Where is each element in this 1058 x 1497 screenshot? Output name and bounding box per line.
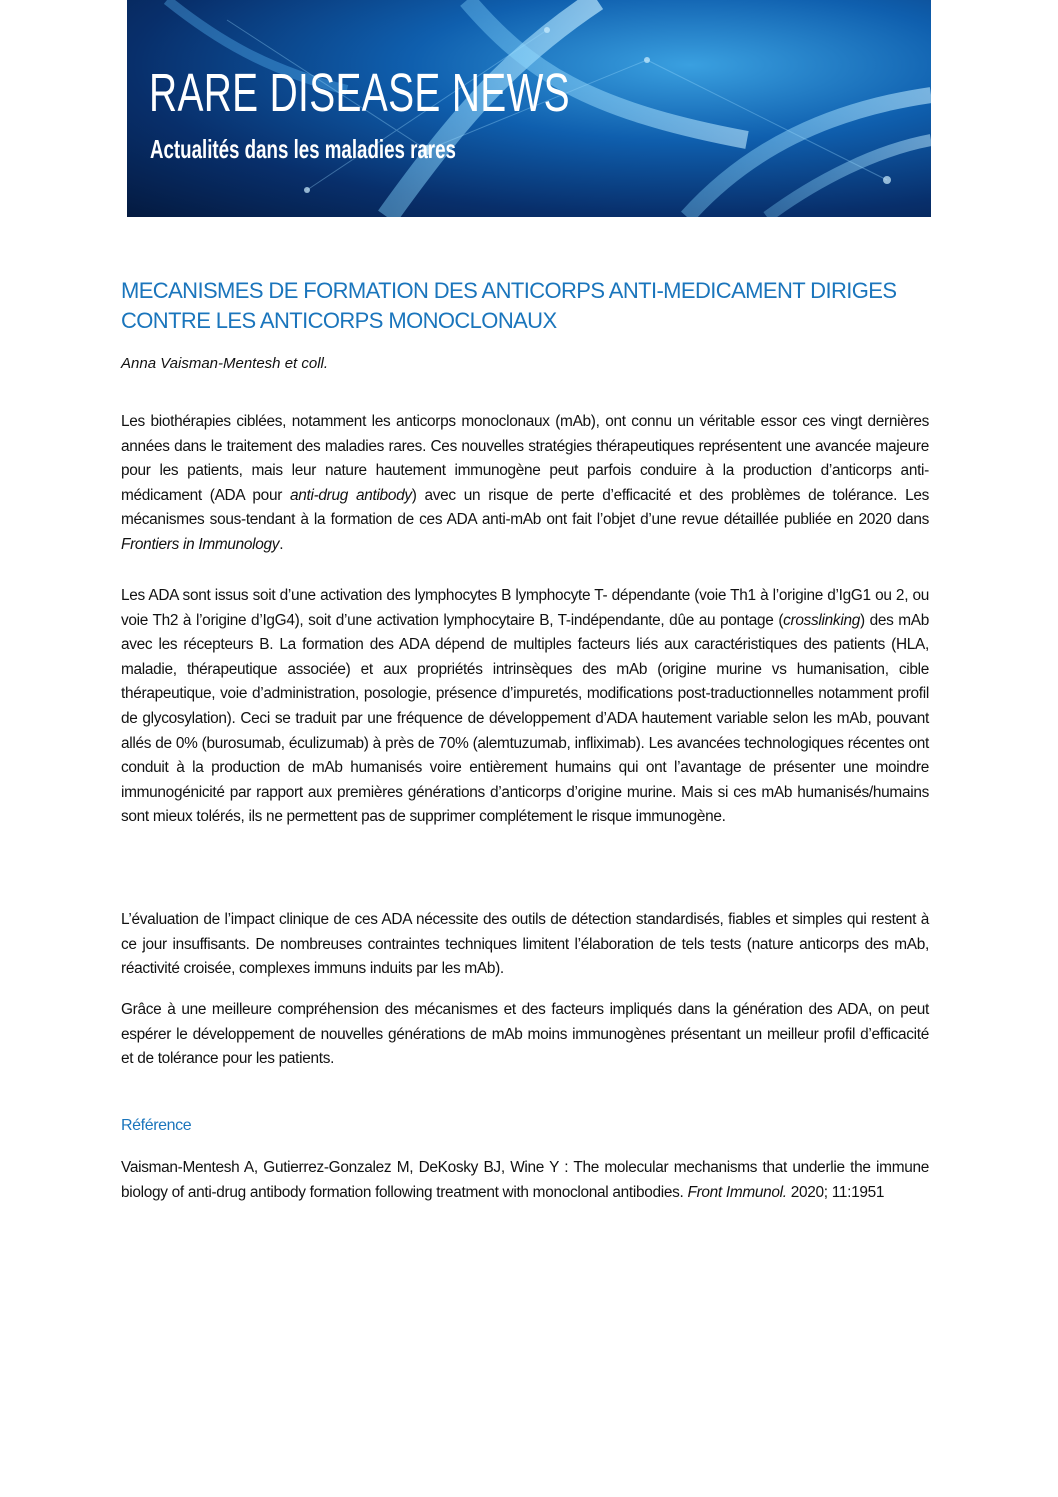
text: 2020; 11:1951 (786, 1183, 885, 1201)
text: . (279, 535, 284, 553)
reference-heading: Référence (121, 1117, 192, 1134)
journal-name: Frontiers in Immunology (121, 535, 280, 553)
article-author: Anna Vaisman-Mentesh et coll. (121, 355, 329, 372)
header-banner (127, 0, 931, 217)
text: ) avec un risque de perte d’efficacité et des problèmes de tolérance. Les mécanismes sous-tendant à la formation de ces ADA anti-mAb ont fait l’objet d’une revue détaillée publiée en 2020 dans (121, 486, 929, 529)
banner-title: RARE DISEASE NEWS (149, 63, 570, 123)
paragraph-conclusion: Grâce à une meilleure compréhension des mécanismes et des facteurs impliqués dans la génération des ADA, on peut espérer le développement de nouvelles générations de mAb moins immunogènes présentant un meilleur profil d’efficacité et de tolérance pour les patients. (121, 1001, 929, 1068)
text: Vaisman-Mentesh A, Gutierrez-Gonzalez M, DeKosky BJ, Wine Y : The molecular mechanisms that underlie the immune biology of anti-drug antibody formation following treatment with monoclonal antibodies. (121, 1159, 929, 1201)
emphasis: anti-drug antibody (289, 486, 412, 504)
emphasis: crosslinking (783, 611, 860, 629)
paragraph-mechanisms (121, 584, 929, 830)
text: Les ADA sont issus soit d’une activation des lymphocytes B lymphocyte T- dépendante (voie Th1 à l’origine d’IgG1 ou 2, ou voie Th2 à l’origine d’IgG4), soit d’une activation lymphocytaire B, T-indépendante, dûe au pontage ( (121, 587, 929, 629)
paragraph-intro (121, 410, 929, 558)
text: Les biothérapies ciblées, notamment les anticorps monoclonaux (mAb), ont connu un véritable essor ces vingt dernières années dans le traitement des maladies rares. Ces nouvelles stratégies thérapeutiques représentent une avancée majeure pour les patients, mais leur nature hautement immunogène peut parfois conduire à la production d’anticorps anti-médicament (ADA pour (121, 413, 929, 504)
paragraph-evaluation: L’évaluation de l’impact clinique de ces ADA nécessite des outils de détection standardisés, fiables et simples qui restent à ce jour insuffisants. De nombreuses contraintes techniques limitent l’élaboration de tels tests (nature anticorps des mAb, réactivité croisée, complexes immuns induits par les mAb). (121, 911, 929, 978)
reference-citation (121, 1156, 929, 1205)
banner-subtitle: Actualités dans les maladies rares (150, 134, 456, 164)
article-title: MECANISMES DE FORMATION DES ANTICORPS ANTI-MEDICAMENT DIRIGES CONTRE LES ANTICORPS MONOCLONAUX (121, 278, 897, 333)
journal-name: Front Immunol. (687, 1183, 787, 1201)
text: ) des mAb avec les récepteurs B. La formation des ADA dépend de multiples facteurs liés aux caractéristiques des patients (HLA, maladie, thérapeutique associée) et aux propriétés intrinsèques des mAb (origine murine vs humanisation, cible thérapeutique, voie d’administration, posologie, présence d’impuretés, modifications post-traductionnelles notamment profil de glycosylation). Ceci se traduit par une fréquence de développement d’ADA hautement variable selon les mAb, pouvant allés de 0% (burosumab, éculizumab) à près de 70% (alemtuzumab, infliximab). Les avancées technologiques récentes ont conduit à la production de mAb humanisés voire entièrement humains qui ont l’avantage de présenter une moindre immunogénicité par rapport aux premières générations d’anticorps d’origine murine. Mais si ces mAb humanisés/humains sont mieux tolérés, ils ne permettent pas de supprimer complétement le risque immunogène. (121, 611, 929, 826)
